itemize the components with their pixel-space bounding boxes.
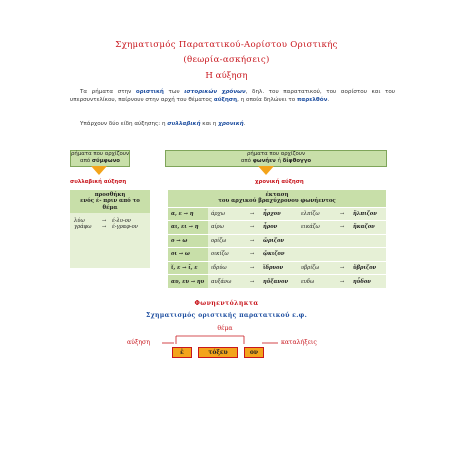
box-line [166, 158, 386, 165]
verb-cell [298, 248, 334, 262]
arrow-cell: → [334, 261, 350, 275]
box-text: από [240, 157, 253, 164]
verb-cell: υβρίζω [298, 261, 334, 275]
arrow-cell: → [334, 221, 350, 235]
verb-cell: άρχω [208, 207, 244, 221]
temporal-table [168, 190, 386, 288]
vowel-verbs-box [165, 150, 387, 167]
form-cell: ηὗδον [350, 275, 386, 289]
intro-text: . [243, 121, 246, 127]
intro-text: . [327, 97, 330, 104]
arrow-cell [334, 248, 350, 262]
header-line: ενός έ- πριν από το [80, 198, 140, 205]
augment-label: αύξηση [127, 339, 150, 346]
verb-cell: ιδρύω [208, 261, 244, 275]
form-cell [350, 234, 386, 248]
form-cell: ἦρχον [260, 207, 298, 221]
rule-cell: αυ, ευ → ηυ [168, 275, 208, 289]
stem-label: θέμα [217, 325, 233, 332]
intro-text: Τα ρήματα στην [80, 89, 136, 95]
box-keyword: σύμφωνο [91, 157, 120, 164]
arrows-column [96, 218, 112, 230]
form-cell: ἤλπιζον [350, 207, 386, 221]
verb-cell: ελπίζω [298, 207, 334, 221]
verb-cell [298, 234, 334, 248]
verbs-column [74, 218, 96, 230]
form: έ-γραφ-ον [112, 223, 138, 230]
augment-part: ἐ [172, 347, 192, 358]
ending-part: ον [244, 347, 264, 358]
verb-cell: ορίζω [208, 234, 244, 248]
table-row [168, 261, 386, 275]
intro-text: των [163, 89, 185, 95]
form-cell [350, 248, 386, 262]
verb-cell: οικίζω [208, 248, 244, 262]
intro-keyword: οριστική [135, 89, 164, 95]
intro-keyword: ιστορικών χρόνων [184, 89, 246, 95]
verb-cell: αυξάνω [208, 275, 244, 289]
arrow-cell: → [244, 261, 260, 275]
verb: γράφω [74, 223, 92, 230]
form-cell: ἦρον [260, 221, 298, 235]
footer-subtitle: Σχηματισμός οριστικής παρατατικού ε.φ. [145, 312, 308, 319]
header-line: προσθήκη [94, 192, 126, 198]
page-subtitle: (θεωρία-ασκήσεις) [183, 55, 270, 65]
intro-keyword: χρονική [218, 121, 244, 127]
arrow-icon: → [101, 223, 107, 230]
box-line [71, 158, 129, 165]
arrow-cell: → [244, 207, 260, 221]
down-arrow-icon [90, 166, 108, 176]
intro-paragraph [70, 88, 395, 105]
header-line: του αρχικού βραχύχρονου φωνήεντος [218, 198, 336, 205]
rule-cell: οι → ω [168, 248, 208, 262]
verb-cell: εικάζω [298, 221, 334, 235]
syllabic-augment-label: συλλαβική αύξηση [70, 179, 127, 185]
temporal-rows [168, 207, 386, 289]
forms-column [112, 218, 138, 230]
rule-cell: αι, ει → η [168, 221, 208, 235]
arrow-cell: → [244, 234, 260, 248]
intro-text: Υπάρχουν δύο είδη αύξησης: η [80, 121, 168, 127]
table-row [168, 207, 386, 221]
down-arrow-icon [257, 166, 275, 176]
form-cell: ηὔξανον [260, 275, 298, 289]
arrow-cell: → [334, 275, 350, 289]
rule-cell: ο → ω [168, 234, 208, 248]
intro-keyword: αύξηση [213, 97, 238, 104]
box-line: ρήματα που αρχίζουν [247, 151, 305, 157]
syllabic-table [70, 190, 150, 268]
arrow-cell: → [244, 248, 260, 262]
table-row [168, 275, 386, 289]
arrow-cell: → [334, 207, 350, 221]
page-title: Σχηματισμός Παρατατικού-Αορίστου Οριστικής [115, 40, 338, 50]
temporal-augment-label: χρονική αύξηση [255, 179, 304, 185]
header-line: έκταση [265, 192, 289, 198]
syllabic-table-header [70, 190, 150, 213]
box-keyword: φωνήεν [252, 157, 276, 164]
stem-part: τόξευ [198, 347, 238, 358]
arrow-cell [334, 234, 350, 248]
form-cell: ὕβριζον [350, 261, 386, 275]
form: έ-λυ-ον [112, 217, 132, 224]
intro-keyword: συλλαβική [167, 121, 201, 127]
arrow-icon: → [101, 217, 107, 224]
rule-cell: α, ε → η [168, 207, 208, 221]
footer-title: Φωνηεντόληκτα [194, 300, 259, 307]
box-text: ή [275, 157, 283, 164]
arrow-cell: → [244, 275, 260, 289]
verb-cell: αίρω [208, 221, 244, 235]
verb-cell: ευδω [298, 275, 334, 289]
table-row [168, 221, 386, 235]
intro-keyword: παρελθόν [296, 97, 328, 104]
table-row [168, 248, 386, 262]
section-title: Η αύξηση [205, 71, 248, 81]
table-row [168, 234, 386, 248]
form-cell: ὥριζον [260, 234, 298, 248]
temporal-table-header [168, 190, 386, 207]
verb: λύω [74, 217, 85, 224]
intro-text: , η οποία δηλώνει το [237, 97, 297, 104]
intro-paragraph-2 [80, 121, 245, 127]
intro-text: , δηλ. του παρατατικού, του αορίστου και του υπερσυντελίκου, παίρνουν στην αρχή του θέματος [70, 89, 395, 104]
endings-label: καταλήξεις [281, 339, 317, 346]
form-cell: ἤκαζον [350, 221, 386, 235]
header-line: θέμα [102, 204, 118, 211]
arrow-cell: → [244, 221, 260, 235]
consonant-verbs-box [70, 150, 130, 167]
syllabic-table-body [70, 213, 150, 235]
box-keyword: δίφθογγο [282, 157, 312, 164]
form-cell: ᾤκιζον [260, 248, 298, 262]
intro-text: και η [200, 121, 219, 127]
box-text: από [80, 157, 92, 164]
form-cell: ἵδρυον [260, 261, 298, 275]
box-line: ρήματα που αρχίζουν [71, 151, 129, 157]
rule-cell: ῐ, ε → ῑ, ε [168, 261, 208, 275]
